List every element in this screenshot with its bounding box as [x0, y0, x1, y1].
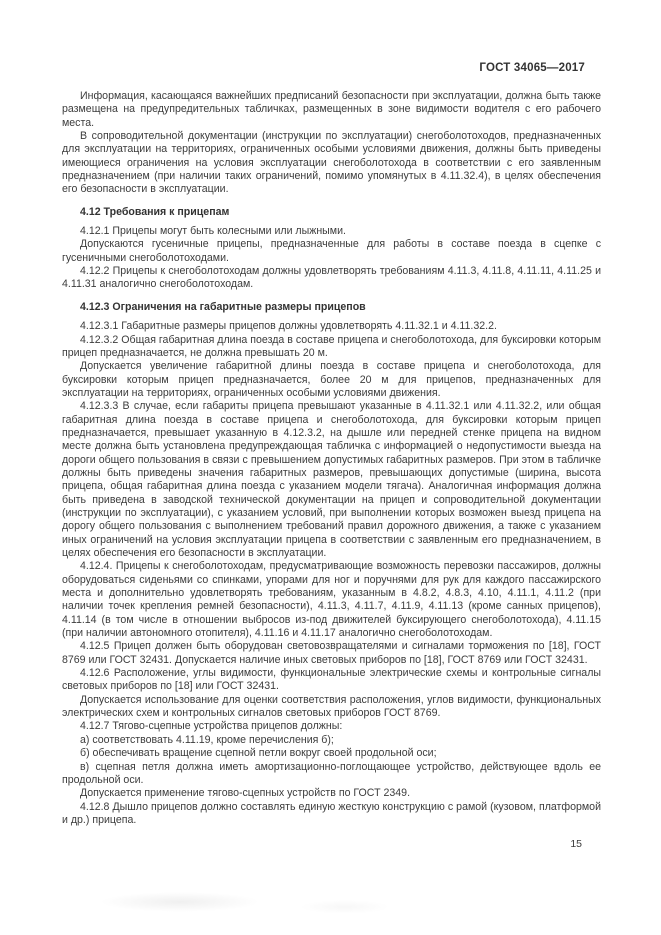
- paragraph-accompanying-docs: В сопроводительной документации (инструкции по эксплуатации) снегоболотоходов, предназначенных для эксплуатации на территориях, ограниченных особыми условиями движения, должны быть приведены имеющиеся ограничения на условия эксплуатации снегоболотохода в соответствии с его заявленным предназначением (при наличии таких ограничений, помимо упомянутых в 4.11.32.4), в целях обеспечения его безопасности в эксплуатации.: [62, 130, 601, 196]
- paragraph-4-12-1: 4.12.1 Прицепы могут быть колесными или лыжными.: [80, 225, 346, 238]
- paragraph-length-exception: Допускается увеличение габаритной длины поезда в составе прицепа и снегоболотохода, для буксировки которым прицеп предназначается, более 20 м для прицепов, предназначенных для эксплуатации на территориях, ограниченных особыми условиями движения.: [62, 360, 601, 399]
- paragraph-4-12-5: 4.12.5 Прицеп должен быть оборудован световозвращателями и сигналами торможения по [18], ГОСТ 8769 или ГОСТ 32431. Допускается наличие иных световых приборов по [18], ГОСТ 8769 или ГОСТ 32431.: [62, 640, 601, 666]
- standard-code: ГОСТ 34065—2017: [479, 62, 585, 74]
- list-item-b: б) обеспечивать вращение сцепной петли вокруг своей продольной оси;: [80, 747, 437, 760]
- paragraph-tracked-trailers: Допускаются гусеничные прицепы, предназначенные для работы в составе поезда в сцепке с гусеничными снегоболотоходами.: [62, 238, 601, 264]
- paragraph-4-12-3-3: 4.12.3.3 В случае, если габариты прицепа превышают указанные в 4.11.32.1 или 4.11.32.2, или общая габаритная длина поезда в составе прицепа и снегоболотохода, для буксировки которым прицеп предназначается, превышает указанную в 4.12.3.2, на дышле или передней стенке прицепа на видном месте должна быть установлена предупреждающая табличка с информацией о недопустимости выезда на дороги общего пользования в связи с превышением допустимых габаритных размеров. При этом в табличке должны быть приведены значения габаритных размеров, превышающих допустимые (ширина, высота прицепа, общая габаритная длина поезда с указанием модели тягача). Аналогичная информация должна быть приведена в заводской технической документации на прицеп и сопроводительной документации (инструкции по эксплуатации), с указанием условий, при выполнении которых возможен выезд прицепа на дорогу общего пользования с выполнением требований правил дорожного движения, а также с указанием иных ограничений на условия эксплуатации прицепа в соответствии с заявленным его предназначением, в целях обеспечения его безопасности в эксплуатации.: [62, 400, 601, 559]
- paragraph-gost-8769-allowance: Допускается использование для оценки соответствия расположения, углов видимости, функциональных электрических схем и контрольных сигналов световых приборов ГОСТ 8769.: [62, 693, 601, 720]
- section-heading-4-12-3: 4.12.3 Ограничения на габаритные размеры прицепов: [80, 300, 366, 313]
- section-heading-4-12: 4.12 Требования к прицепам: [80, 205, 230, 218]
- page-number: 15: [570, 838, 582, 850]
- paragraph-4-12-8: 4.12.8 Дышло прицепов должно составлять единую жесткую конструкцию с рамой (кузовом, платформой и др.) прицепа.: [62, 800, 601, 826]
- paragraph-4-12-3-2: 4.12.3.2 Общая габаритная длина поезда в составе прицепа и снегоболотохода, для буксировки которым прицеп предназначается, не должна превышать 20 м.: [62, 333, 601, 359]
- list-item-v: в) сцепная петля должна иметь амортизационно-поглощающее устройство, действующее вдоль ее продольной оси.: [62, 760, 601, 786]
- document-body: [62, 90, 601, 827]
- list-item-a: а) соответствовать 4.11.19, кроме перечисления б);: [80, 733, 334, 746]
- paragraph-4-12-2: 4.12.2 Прицепы к снегоболотоходам должны удовлетворять требованиям 4.11.3, 4.11.8, 4.11.11, 4.11.25 и 4.11.31 аналогично снегоболотоходам.: [62, 265, 601, 291]
- paragraph-4-12-4: 4.12.4. Прицепы к снегоболотоходам, предусматривающие возможность перевозки пассажиров, должны оборудоваться сиденьями со спинками, упорами для ног и поручнями для рук для каждого пассажирского места и дополнительно удовлетворять требованиям, указанным в 4.8.2, 4.8.3, 4.10, 4.11.1, 4.11.2 (при наличии точек крепления ремней безопасности), 4.11.3, 4.11.7, 4.11.9, 4.11.13 (кроме санных прицепов), 4.11.14 (в том числе в отношении выбросов из-под движителей буксирующего снегоболотохода), 4.11.15 (при наличии автономного отопителя), 4.11.16 и 4.11.17 аналогично снегоболотоходам.: [62, 560, 601, 640]
- paragraph-safety-info: Информация, касающаяся важнейших предписаний безопасности при эксплуатации, должна быть также размещена на предупредительных табличках, размещенных в зоне видимости водителя с его рабочего места.: [62, 90, 601, 129]
- paragraph-gost-2349-allowance: Допускается применение тягово-сцепных устройств по ГОСТ 2349.: [80, 787, 411, 800]
- paragraph-4-12-3-1: 4.12.3.1 Габаритные размеры прицепов должны удовлетворять 4.11.32.1 и 4.11.32.2.: [80, 320, 497, 333]
- scan-artifact: [300, 900, 390, 914]
- running-header: [62, 58, 585, 76]
- paragraph-4-12-6: 4.12.6 Расположение, углы видимости, функциональные электрические схемы и контрольные сигналы световых приборов по [18] или ГОСТ 32431.: [62, 667, 601, 693]
- paragraph-4-12-7: 4.12.7 Тягово-сцепные устройства прицепов должны:: [80, 720, 343, 733]
- scan-artifact: [100, 892, 260, 912]
